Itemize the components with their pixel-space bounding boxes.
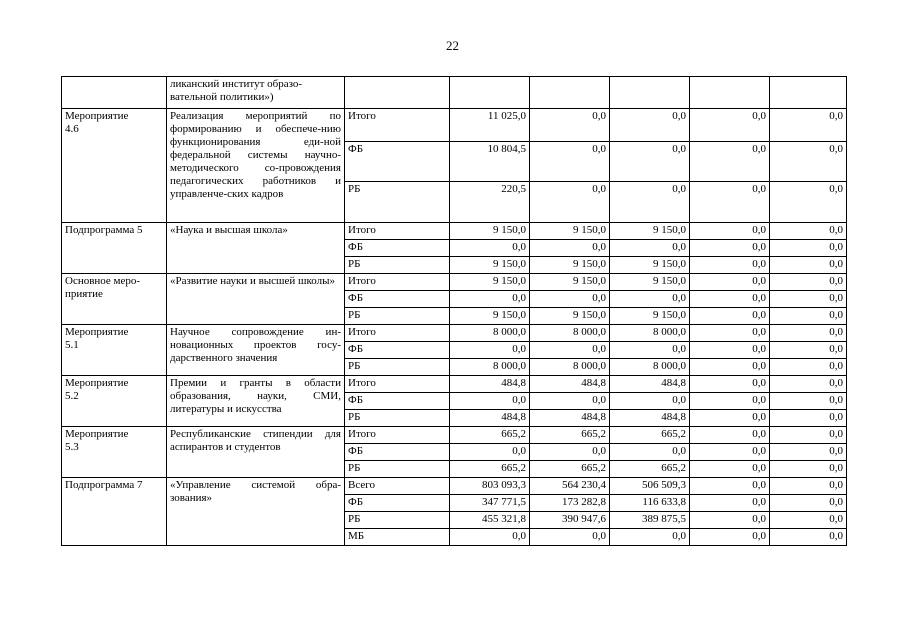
activity-code-cell: Мероприятие 5.1 xyxy=(62,325,167,376)
amount-cell: 803 093,3 xyxy=(450,478,530,495)
value-cell xyxy=(450,77,530,109)
amount-cell: 0,0 xyxy=(770,274,847,291)
amount-cell: 9 150,0 xyxy=(450,308,530,325)
amount-cell: 0,0 xyxy=(770,410,847,427)
amount-cell: 665,2 xyxy=(610,427,690,444)
budget-table-body xyxy=(62,77,847,546)
funding-source-cell: ФБ xyxy=(345,142,450,182)
amount-cell: 9 150,0 xyxy=(450,274,530,291)
amount-cell: 0,0 xyxy=(690,240,770,257)
amount-cell: 9 150,0 xyxy=(530,257,610,274)
amount-cell: 9 150,0 xyxy=(610,223,690,240)
amount-cell: 0,0 xyxy=(770,308,847,325)
funding-source-cell: ФБ xyxy=(345,240,450,257)
amount-cell: 10 804,5 xyxy=(450,142,530,182)
amount-cell: 8 000,0 xyxy=(450,325,530,342)
funding-source-cell: Итого xyxy=(345,223,450,240)
amount-cell: 0,0 xyxy=(770,529,847,546)
amount-cell: 0,0 xyxy=(690,342,770,359)
amount-cell: 11 025,0 xyxy=(450,109,530,142)
amount-cell: 0,0 xyxy=(450,291,530,308)
amount-cell: 0,0 xyxy=(690,478,770,495)
amount-cell: 0,0 xyxy=(770,512,847,529)
amount-cell: 9 150,0 xyxy=(530,274,610,291)
amount-cell: 0,0 xyxy=(770,325,847,342)
amount-cell: 0,0 xyxy=(530,240,610,257)
funding-source-cell: МБ xyxy=(345,529,450,546)
amount-cell: 9 150,0 xyxy=(610,308,690,325)
amount-cell: 0,0 xyxy=(690,257,770,274)
amount-cell: 0,0 xyxy=(690,182,770,223)
amount-cell: 8 000,0 xyxy=(610,325,690,342)
amount-cell: 9 150,0 xyxy=(610,257,690,274)
amount-cell: 0,0 xyxy=(770,182,847,223)
amount-cell: 0,0 xyxy=(450,240,530,257)
funding-source-cell: РБ xyxy=(345,359,450,376)
amount-cell: 0,0 xyxy=(610,182,690,223)
activity-name-cell: Премии и гранты в области образования, науки, СМИ, литературы и искусства xyxy=(167,376,345,427)
amount-cell: 0,0 xyxy=(530,529,610,546)
funding-source-cell: ФБ xyxy=(345,342,450,359)
amount-cell: 665,2 xyxy=(450,427,530,444)
amount-cell: 0,0 xyxy=(690,529,770,546)
amount-cell: 0,0 xyxy=(690,410,770,427)
amount-cell: 0,0 xyxy=(610,342,690,359)
value-cell xyxy=(610,77,690,109)
amount-cell: 0,0 xyxy=(610,393,690,410)
amount-cell: 0,0 xyxy=(610,529,690,546)
amount-cell: 347 771,5 xyxy=(450,495,530,512)
activity-code-cell: Мероприятие 5.3 xyxy=(62,427,167,478)
amount-cell: 665,2 xyxy=(530,427,610,444)
amount-cell: 484,8 xyxy=(610,376,690,393)
amount-cell: 8 000,0 xyxy=(450,359,530,376)
amount-cell: 0,0 xyxy=(690,325,770,342)
activity-name-cell: Реализация мероприятий по формированию и обеспече-нию функционирования еди-ной федеральной системы научно-методического со-провождения педагогических работников и управленче-ских кадров xyxy=(167,109,345,223)
activity-name-cell: «Управление системой обра-зования» xyxy=(167,478,345,546)
amount-cell: 0,0 xyxy=(690,359,770,376)
amount-cell: 0,0 xyxy=(530,109,610,142)
table-row xyxy=(62,478,847,495)
amount-cell: 0,0 xyxy=(450,444,530,461)
amount-cell: 0,0 xyxy=(770,376,847,393)
table-row xyxy=(62,376,847,393)
amount-cell: 8 000,0 xyxy=(610,359,690,376)
amount-cell: 0,0 xyxy=(690,109,770,142)
amount-cell: 564 230,4 xyxy=(530,478,610,495)
amount-cell: 0,0 xyxy=(610,142,690,182)
amount-cell: 0,0 xyxy=(530,182,610,223)
amount-cell: 0,0 xyxy=(450,393,530,410)
activity-code-cell: Основное меро- приятие xyxy=(62,274,167,325)
funding-source-cell: РБ xyxy=(345,461,450,478)
amount-cell: 0,0 xyxy=(770,393,847,410)
funding-source-cell: РБ xyxy=(345,410,450,427)
amount-cell: 0,0 xyxy=(450,342,530,359)
amount-cell: 0,0 xyxy=(770,142,847,182)
value-cell xyxy=(530,77,610,109)
amount-cell: 0,0 xyxy=(690,308,770,325)
amount-cell: 116 633,8 xyxy=(610,495,690,512)
funding-source-cell: Итого xyxy=(345,325,450,342)
amount-cell: 0,0 xyxy=(530,291,610,308)
amount-cell: 0,0 xyxy=(690,444,770,461)
amount-cell: 0,0 xyxy=(770,478,847,495)
funding-source-cell: РБ xyxy=(345,512,450,529)
amount-cell: 9 150,0 xyxy=(610,274,690,291)
activity-code-cell: Мероприятие 4.6 xyxy=(62,109,167,223)
table-row xyxy=(62,109,847,142)
amount-cell: 0,0 xyxy=(690,376,770,393)
table-row xyxy=(62,427,847,444)
page-number: 22 xyxy=(446,38,459,53)
amount-cell: 0,0 xyxy=(770,444,847,461)
amount-cell: 0,0 xyxy=(770,240,847,257)
activity-name-cell: Научное сопровождение ин-новационных проектов госу-дарственного значения xyxy=(167,325,345,376)
amount-cell: 9 150,0 xyxy=(450,223,530,240)
amount-cell: 0,0 xyxy=(770,461,847,478)
source-cell xyxy=(345,77,450,109)
amount-cell: 0,0 xyxy=(610,240,690,257)
table-row xyxy=(62,223,847,240)
funding-source-cell: ФБ xyxy=(345,495,450,512)
table-row xyxy=(62,274,847,291)
amount-cell: 0,0 xyxy=(610,291,690,308)
amount-cell: 455 321,8 xyxy=(450,512,530,529)
budget-table xyxy=(61,76,847,546)
amount-cell: 0,0 xyxy=(690,142,770,182)
funding-source-cell: Итого xyxy=(345,376,450,393)
amount-cell: 0,0 xyxy=(530,342,610,359)
amount-cell: 484,8 xyxy=(610,410,690,427)
continuation-name-cell: ликанский институт образо- вательной политики») xyxy=(167,77,345,109)
funding-source-cell: РБ xyxy=(345,308,450,325)
amount-cell: 0,0 xyxy=(770,223,847,240)
amount-cell: 0,0 xyxy=(530,444,610,461)
funding-source-cell: ФБ xyxy=(345,444,450,461)
amount-cell: 0,0 xyxy=(770,495,847,512)
amount-cell: 484,8 xyxy=(450,410,530,427)
amount-cell: 0,0 xyxy=(610,444,690,461)
amount-cell: 220,5 xyxy=(450,182,530,223)
amount-cell: 8 000,0 xyxy=(530,359,610,376)
funding-source-cell: Итого xyxy=(345,274,450,291)
amount-cell: 0,0 xyxy=(690,223,770,240)
funding-source-cell: ФБ xyxy=(345,393,450,410)
amount-cell: 9 150,0 xyxy=(450,257,530,274)
table-row-continuation xyxy=(62,77,847,109)
amount-cell: 0,0 xyxy=(770,109,847,142)
amount-cell: 0,0 xyxy=(690,291,770,308)
funding-source-cell: Итого xyxy=(345,109,450,142)
amount-cell: 0,0 xyxy=(530,393,610,410)
amount-cell: 389 875,5 xyxy=(610,512,690,529)
funding-source-cell: Всего xyxy=(345,478,450,495)
amount-cell: 484,8 xyxy=(450,376,530,393)
funding-source-cell: ФБ xyxy=(345,291,450,308)
amount-cell: 484,8 xyxy=(530,376,610,393)
amount-cell: 665,2 xyxy=(530,461,610,478)
amount-cell: 0,0 xyxy=(690,427,770,444)
funding-source-cell: Итого xyxy=(345,427,450,444)
table-row xyxy=(62,325,847,342)
value-cell xyxy=(690,77,770,109)
amount-cell: 9 150,0 xyxy=(530,223,610,240)
amount-cell: 0,0 xyxy=(690,393,770,410)
activity-code-cell: Мероприятие 5.2 xyxy=(62,376,167,427)
funding-source-cell: РБ xyxy=(345,257,450,274)
activity-name-cell: Республиканские стипендии для аспирантов и студентов xyxy=(167,427,345,478)
amount-cell: 0,0 xyxy=(610,109,690,142)
amount-cell: 390 947,6 xyxy=(530,512,610,529)
amount-cell: 0,0 xyxy=(690,512,770,529)
amount-cell: 0,0 xyxy=(450,529,530,546)
amount-cell: 173 282,8 xyxy=(530,495,610,512)
amount-cell: 9 150,0 xyxy=(530,308,610,325)
amount-cell: 0,0 xyxy=(690,461,770,478)
amount-cell: 0,0 xyxy=(690,495,770,512)
funding-source-cell: РБ xyxy=(345,182,450,223)
amount-cell: 0,0 xyxy=(690,274,770,291)
code-cell xyxy=(62,77,167,109)
amount-cell: 665,2 xyxy=(450,461,530,478)
amount-cell: 0,0 xyxy=(770,427,847,444)
amount-cell: 665,2 xyxy=(610,461,690,478)
activity-name-cell: «Наука и высшая школа» xyxy=(167,223,345,274)
amount-cell: 0,0 xyxy=(770,359,847,376)
activity-name-cell: «Развитие науки и высшей школы» xyxy=(167,274,345,325)
activity-code-cell: Подпрограмма 5 xyxy=(62,223,167,274)
amount-cell: 0,0 xyxy=(770,257,847,274)
amount-cell: 0,0 xyxy=(770,342,847,359)
amount-cell: 0,0 xyxy=(770,291,847,308)
value-cell xyxy=(770,77,847,109)
amount-cell: 0,0 xyxy=(530,142,610,182)
amount-cell: 484,8 xyxy=(530,410,610,427)
activity-code-cell: Подпрограмма 7 xyxy=(62,478,167,546)
amount-cell: 8 000,0 xyxy=(530,325,610,342)
amount-cell: 506 509,3 xyxy=(610,478,690,495)
